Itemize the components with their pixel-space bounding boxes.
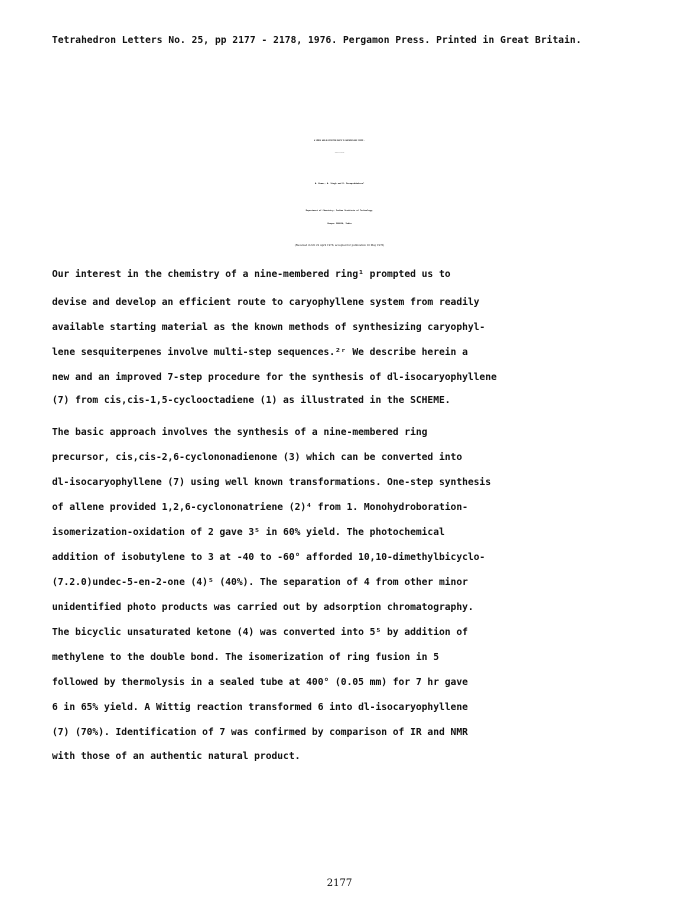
paragraph-line: (7.2.0)undec-5-en-2-one (4)⁵ (40%). The separation of 4 from other minor: [52, 577, 468, 588]
paragraph-line: of allene provided 1,2,6-cyclononatriene (2)⁴ from 1. Monohydroboration-: [52, 502, 468, 513]
paragraph-line: precursor, cis,cis-2,6-cyclononadienone (3) which can be converted into: [52, 452, 463, 463]
paragraph-line: (7) from cis,cis-1,5-cyclooctadiene (1) as illustrated in the SCHEME.: [52, 395, 451, 406]
paragraph-line: unidentified photo products was carried out by adsorption chromatography.: [52, 602, 474, 613]
article-title: A SIMPLE AND AN EFFECTIVE ROUTE TO CARYOPHYLLENE SYSTEM -: [314, 141, 365, 142]
paragraph-line: Our interest in the chemistry of a nine-membered ring¹ prompted us to: [52, 269, 451, 280]
paragraph-line: available starting material as the known methods of synthesizing caryophyl-: [52, 322, 486, 333]
paragraph-line: devise and develop an efficient route to caryophyllene system from readily: [52, 297, 480, 308]
paragraph-line: with those of an authentic natural product.: [52, 751, 301, 762]
paragraph-line: The basic approach involves the synthesis of a nine-membered ring: [52, 427, 428, 438]
paragraph-line: lene sesquiterpenes involve multi-step sequences.²ʳ We describe herein a: [52, 347, 468, 358]
paragraph-line: (7) (70%). Identification of 7 was confirmed by comparison of IR and NMR: [52, 727, 468, 738]
affiliation-line-2: Kanpur 208016, India: [327, 223, 352, 225]
paragraph-line: methylene to the double bond. The isomerization of ring fusion in 5: [52, 652, 439, 663]
paragraph-line: followed by thermolysis in a sealed tube at 400° (0.05 mm) for 7 hr gave: [52, 677, 468, 688]
paragraph-line: isomerization-oxidation of 2 gave 3⁵ in 60% yield. The photochemical: [52, 527, 445, 538]
paragraph-line: dl-isocaryophyllene (7) using well known transformations. One-step synthesis: [52, 477, 491, 488]
paragraph-line: 6 in 65% yield. A Wittig reaction transformed 6 into dl-isocaryophyllene: [52, 702, 468, 713]
running-header: Tetrahedron Letters No. 25, pp 2177 - 2178, 1976. Pergamon Press. Printed in Great Britain.: [52, 35, 582, 46]
page-number: 2177: [326, 878, 353, 889]
affiliation-line-1: Department of Chemistry, Indian Institute of Technology,: [305, 210, 374, 212]
paragraph-line: addition of isobutylene to 3 at -40 to -60° afforded 10,10-dimethylbicyclo-: [52, 552, 486, 563]
author-list: A. Kumar, A. Singh and D. Devaprabhakara*: [314, 183, 365, 185]
received-dates: (Received in UK 22 April 1976; accepted for publication 10 May 1976): [294, 244, 385, 247]
paragraph-line: new and an improved 7-step procedure for the synthesis of dl-isocaryophyllene: [52, 372, 497, 383]
paragraph-line: The bicyclic unsaturated ketone (4) was converted into 5⁵ by addition of: [52, 627, 468, 638]
